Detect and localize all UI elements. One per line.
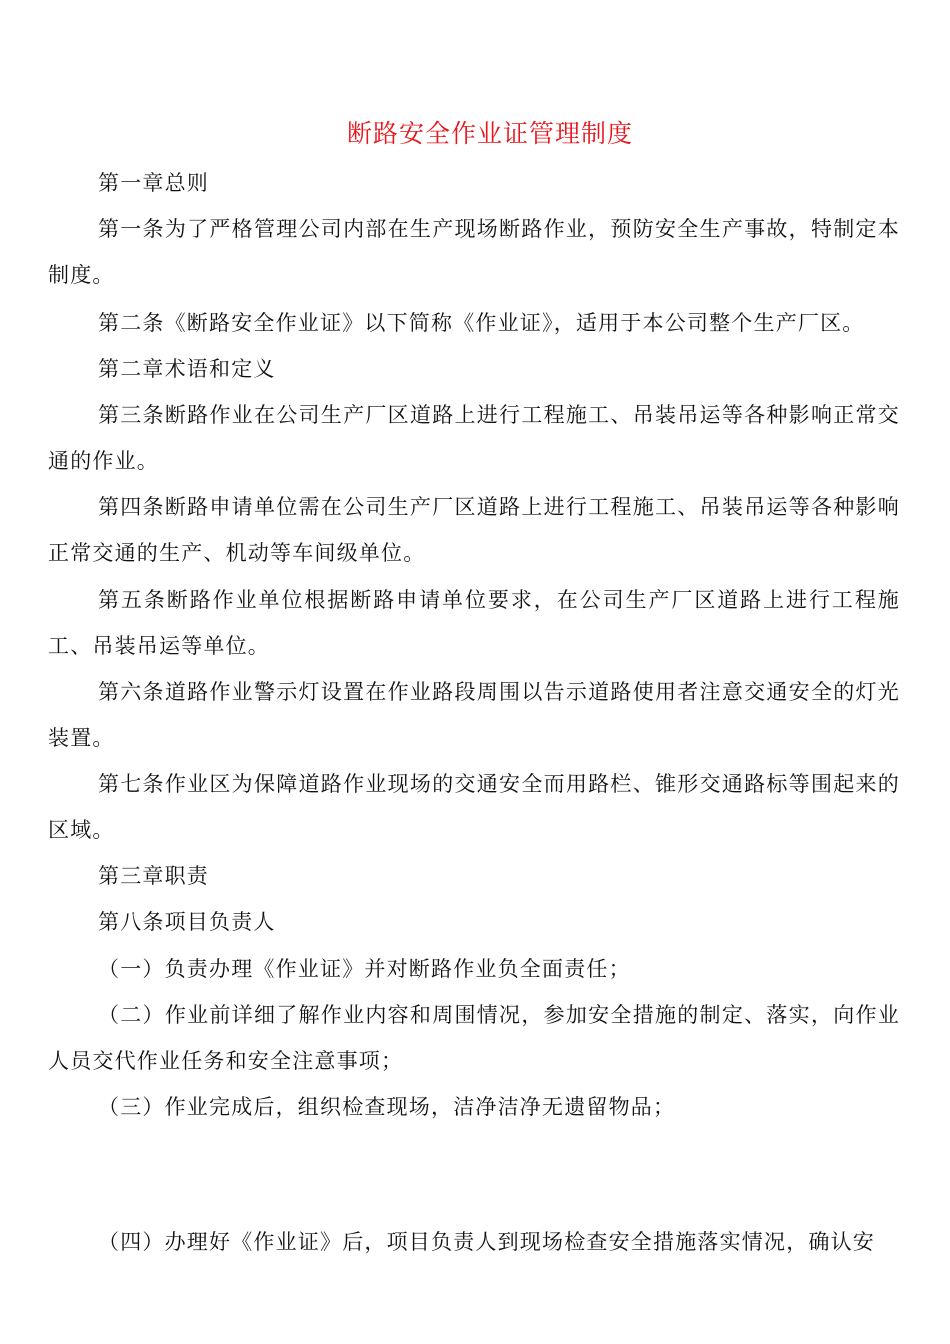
list-item: （三）作业完成后，组织检查现场，洁净洁净无遗留物品； bbox=[98, 1095, 676, 1119]
list-item: （二）作业前详细了解作业内容和周围情况，参加安全措施的制定、落实，向作业人员交代作业任务和安全注意事项； bbox=[48, 1003, 900, 1073]
article-heading: 第八条项目负责人 bbox=[98, 910, 276, 934]
document-title: 断路安全作业证管理制度 bbox=[346, 119, 633, 148]
paragraph: 第四条断路申请单位需在公司生产厂区道路上进行工程施工、吊装吊运等各种影响正常交通的生产、机动等车间级单位。 bbox=[48, 495, 900, 565]
paragraph: 第五条断路作业单位根据断路申请单位要求，在公司生产厂区道路上进行工程施工、吊装吊运等单位。 bbox=[48, 588, 900, 658]
chapter-heading: 第三章职责 bbox=[98, 864, 209, 888]
paragraph: 第二条《断路安全作业证》以下简称《作业证》，适用于本公司整个生产厂区。 bbox=[98, 311, 865, 335]
chapter-heading: 第二章术语和定义 bbox=[98, 357, 276, 381]
paragraph: 第七条作业区为保障道路作业现场的交通安全而用路栏、锥形交通路标等围起来的区域。 bbox=[48, 772, 900, 842]
paragraph: 第一条为了严格管理公司内部在生产现场断路作业，预防安全生产事故，特制定本制度。 bbox=[48, 217, 900, 287]
chapter-heading: 第一章总则 bbox=[98, 171, 209, 195]
paragraph: 第三条断路作业在公司生产厂区道路上进行工程施工、吊装吊运等各种影响正常交通的作业。 bbox=[48, 403, 900, 473]
paragraph: 第六条道路作业警示灯设置在作业路段周围以告示道路使用者注意交通安全的灯光装置。 bbox=[48, 680, 900, 750]
list-item: （一）负责办理《作业证》并对断路作业负全面责任； bbox=[98, 957, 631, 981]
list-item: （四）办理好《作业证》后，项目负责人到现场检查安全措施落实情况，确认安 bbox=[98, 1230, 875, 1254]
